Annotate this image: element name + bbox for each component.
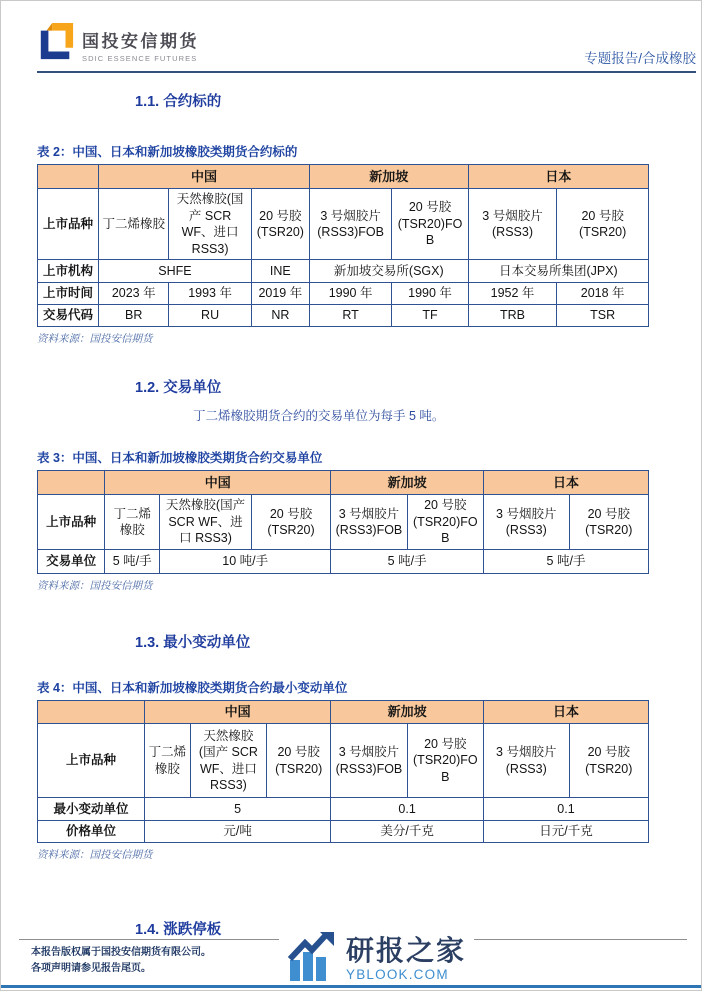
exchange-cell: SHFE xyxy=(99,260,252,283)
species-cell: 3 号烟胶片 (RSS3) xyxy=(468,189,557,260)
row-label-species: 上市品种 xyxy=(38,495,105,550)
species-cell: 3 号烟胶片 (RSS3)FOB xyxy=(309,189,391,260)
corner-cell xyxy=(38,701,145,724)
listed-cell: 1952 年 xyxy=(468,283,557,305)
contract-underlying-table xyxy=(37,164,649,327)
tick-cell: 5 xyxy=(144,798,330,821)
table-3-source: 资料来源：国投安信期货 xyxy=(37,580,153,592)
listed-cell: 1990 年 xyxy=(309,283,391,305)
species-cell: 20 号胶 (TSR20) xyxy=(569,495,648,550)
species-cell: 3 号烟胶片 (RSS3)FOB xyxy=(331,724,407,798)
report-type-label: 专题报告/合成橡胶 xyxy=(584,51,696,66)
code-cell: RT xyxy=(309,305,391,327)
listed-cell: 1990 年 xyxy=(392,283,468,305)
tick-cell: 0.1 xyxy=(484,798,649,821)
table-2-title: 表 2：中国、日本和新加坡橡胶类期货合约标的 xyxy=(37,145,298,159)
trading-unit-table xyxy=(37,470,649,574)
region-header-sg: 新加坡 xyxy=(331,701,484,724)
listed-cell: 1993 年 xyxy=(169,283,251,305)
species-cell: 20 号胶 (TSR20) xyxy=(267,724,331,798)
species-cell: 3 号烟胶片 (RSS3) xyxy=(484,724,570,798)
species-cell: 丁二烯橡胶 xyxy=(105,495,160,550)
exchange-cell: INE xyxy=(251,260,309,283)
code-cell: TRB xyxy=(468,305,557,327)
table-4-title: 表 4：中国、日本和新加坡橡胶类期货合约最小变动单位 xyxy=(37,681,348,695)
species-cell: 丁二烯橡胶 xyxy=(144,724,190,798)
code-cell: TSR xyxy=(557,305,649,327)
footer-accent-line xyxy=(1,985,701,988)
row-label-price-unit: 价格单位 xyxy=(38,821,145,843)
code-cell: TF xyxy=(392,305,468,327)
species-cell: 20 号胶 (TSR20)FOB xyxy=(392,189,468,260)
copyright-notice xyxy=(31,945,211,976)
listed-cell: 2019 年 xyxy=(251,283,309,305)
unit-cell: 5 吨/手 xyxy=(331,550,484,574)
price-unit-cell: 美分/千克 xyxy=(331,821,484,843)
watermark xyxy=(279,929,474,990)
listed-cell: 2018 年 xyxy=(557,283,649,305)
row-label-species: 上市品种 xyxy=(38,724,145,798)
section-title-1-3: 1.3. 最小变动单位 xyxy=(135,635,251,651)
unit-cell: 5 吨/手 xyxy=(105,550,160,574)
watermark-chart-icon xyxy=(287,931,339,988)
unit-cell: 5 吨/手 xyxy=(484,550,649,574)
row-label-species: 上市品种 xyxy=(38,189,99,260)
page-header xyxy=(37,1,696,73)
section-title-1-1: 1.1. 合约标的 xyxy=(135,94,222,110)
code-cell: RU xyxy=(169,305,251,327)
section-title-1-4: 1.4. 涨跌停板 xyxy=(135,921,222,938)
region-header-cn: 中国 xyxy=(105,471,331,495)
listed-cell: 2023 年 xyxy=(99,283,169,305)
species-cell: 20 号胶 (TSR20)FOB xyxy=(407,495,483,550)
company-name-cn: 国投安信期货 xyxy=(82,31,199,51)
species-cell: 丁二烯橡胶 xyxy=(99,189,169,260)
copyright-line-2: 各项声明请参见报告尾页。 xyxy=(31,962,151,974)
company-name-en: SDIC ESSENCE FUTURES xyxy=(82,53,198,63)
species-cell: 20 号胶 (TSR20) xyxy=(251,495,330,550)
species-cell: 天然橡胶 (国产 SCR WF、进口 RSS3) xyxy=(190,724,266,798)
exchange-cell: 新加坡交易所(SGX) xyxy=(309,260,468,283)
species-cell: 3 号烟胶片 (RSS3)FOB xyxy=(331,495,407,550)
code-cell: BR xyxy=(99,305,169,327)
region-header-sg: 新加坡 xyxy=(309,165,468,189)
watermark-site: YBLOOK.COM xyxy=(346,967,449,982)
region-header-cn: 中国 xyxy=(144,701,330,724)
price-unit-cell: 日元/千克 xyxy=(484,821,649,843)
region-header-cn: 中国 xyxy=(99,165,310,189)
region-header-sg: 新加坡 xyxy=(331,471,484,495)
watermark-text xyxy=(346,937,466,982)
company-logo-icon xyxy=(37,21,75,68)
table-2-source: 资料来源：国投安信期货 xyxy=(37,333,153,345)
company-name xyxy=(82,27,199,63)
company-logo xyxy=(37,21,199,68)
row-label-listed: 上市时间 xyxy=(38,283,99,305)
trading-unit-paragraph: 丁二烯橡胶期货合约的交易单位为每手 5 吨。 xyxy=(193,409,445,423)
price-unit-cell: 元/吨 xyxy=(144,821,330,843)
page-content xyxy=(37,90,649,939)
corner-cell xyxy=(38,471,105,495)
row-label-exchange: 上市机构 xyxy=(38,260,99,283)
row-label-unit: 交易单位 xyxy=(38,550,105,574)
watermark-brand: 研报之家 xyxy=(346,935,467,966)
region-header-jp: 日本 xyxy=(468,165,648,189)
species-cell: 天然橡胶(国产 SCR WF、进口 RSS3) xyxy=(169,189,251,260)
row-label-code: 交易代码 xyxy=(38,305,99,327)
row-label-tick: 最小变动单位 xyxy=(38,798,145,821)
code-cell: NR xyxy=(251,305,309,327)
species-cell: 20 号胶 (TSR20)FOB xyxy=(407,724,483,798)
copyright-line-1: 本报告版权属于国投安信期货有限公司。 xyxy=(31,947,211,958)
species-cell: 3 号烟胶片 (RSS3) xyxy=(484,495,570,550)
region-header-jp: 日本 xyxy=(484,701,649,724)
region-header-jp: 日本 xyxy=(484,471,649,495)
species-cell: 20 号胶 (TSR20) xyxy=(557,189,649,260)
species-cell: 20 号胶 (TSR20) xyxy=(251,189,309,260)
table-4-source: 资料来源：国投安信期货 xyxy=(37,848,153,861)
tick-size-table xyxy=(37,700,649,843)
tick-cell: 0.1 xyxy=(331,798,484,821)
table-3-title: 表 3：中国、日本和新加坡橡胶类期货合约交易单位 xyxy=(37,451,323,465)
species-cell: 天然橡胶(国产 SCR WF、进口 RSS3) xyxy=(160,495,252,550)
unit-cell: 10 吨/手 xyxy=(160,550,331,574)
species-cell: 20 号胶 (TSR20) xyxy=(569,724,648,798)
corner-cell xyxy=(38,165,99,189)
exchange-cell: 日本交易所集团(JPX) xyxy=(468,260,648,283)
section-title-1-2: 1.2. 交易单位 xyxy=(135,380,222,396)
